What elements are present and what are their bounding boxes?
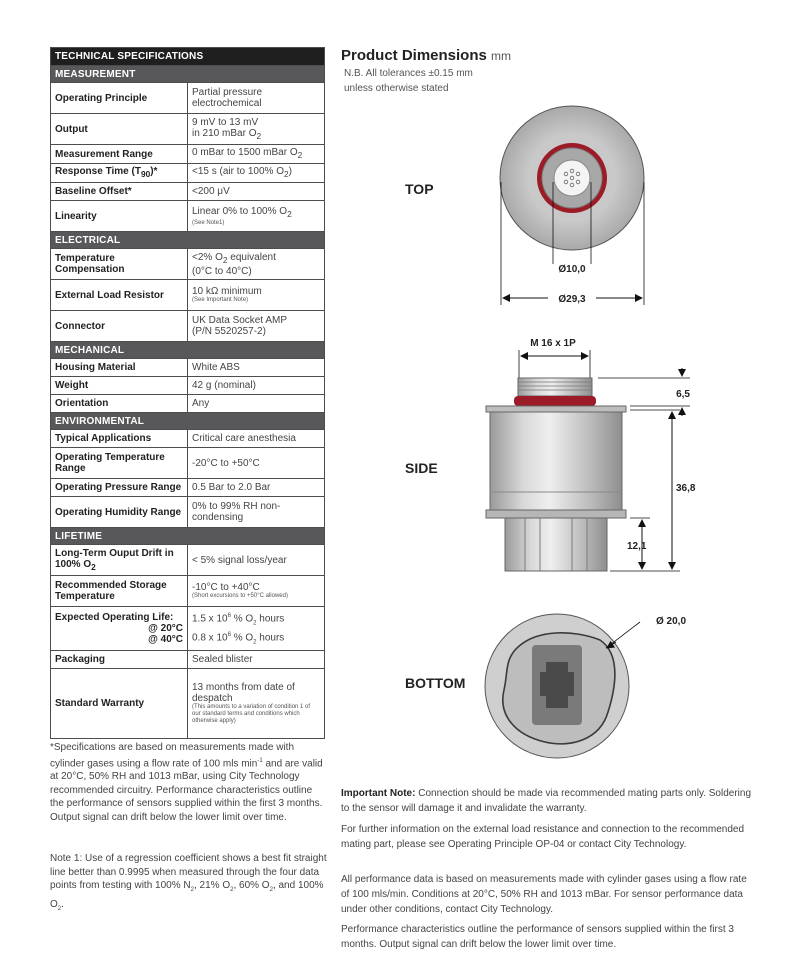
tolerance-note: N.B. All tolerances ±0.15 mm unless otherwise stated [344,68,473,94]
note-text: , and 100% O [50,880,324,910]
value-line: in 210 mBar O [192,127,257,139]
view-label-top: TOP [405,181,434,197]
total-height-label: 36,8 [676,483,696,494]
spec-label: Baseline Offset* [51,183,188,201]
spec-value: Critical care anesthesia [188,430,325,448]
section-heading: MECHANICAL [51,342,325,359]
note-text: , 21% O [193,880,231,891]
important-text: Connection should be made via recommended mating parts only. Soldering to the sensor will damage it and invalidate the warranty. [341,788,752,814]
title-unit: mm [491,49,512,63]
spec-label: Connector [51,311,188,342]
value-text: ) [288,166,292,177]
subscript: 2 [91,561,96,572]
value-text: 0.8 x 10 [192,632,228,643]
subscript: 2 [57,905,62,912]
value-line: 9 mV to 13 mV [192,116,259,128]
value-line: UK Data Socket AMP [192,315,288,326]
spec-value: White ABS [188,359,325,377]
bottom-diameter-label: Ø 20,0 [656,616,687,627]
subscript: 2 [230,887,234,893]
value-note: (See Note1) [192,219,225,226]
spec-value: Partial pressure electrochemical [188,83,325,114]
value-note: (Short excursions to +50°C allowed) [192,593,288,599]
value-text: 10 kΩ minimum [192,286,262,297]
spec-label: Output [51,114,188,145]
side-view [486,338,696,571]
spec-label: Housing Material [51,359,188,377]
spec-title: TECHNICAL SPECIFICATIONS [51,48,325,66]
value-text: % O [230,632,254,643]
spec-label: Operating Pressure Range [51,479,188,497]
outer-diameter-label: Ø29,3 [558,294,586,305]
value-text: -10°C to +40°C [192,582,260,593]
bottom-view [485,614,686,758]
label-text: Long-Term Ouput Drift in 100% O [55,547,174,570]
value-text: hours [256,613,285,625]
value-text: hours [256,632,285,643]
important-label: Important Note: [341,788,416,799]
note-text: , 60% O [233,880,270,891]
side-body [490,412,622,510]
note-text: . [61,898,64,910]
value-note: (See Important Note) [192,297,249,303]
subscript: 2 [287,208,292,219]
section-heading: LIFETIME [51,528,325,545]
label-text: Response Time (T [55,166,141,177]
subscript: 2 [253,639,257,645]
spec-value: < 5% signal loss/year [188,545,325,576]
inner-diameter-label: Ø10,0 [558,264,586,275]
spec-label: Operating Temperature Range [51,448,188,479]
leader-line [606,622,640,648]
value-line: (P/N 5520257-2) [192,326,266,337]
side-lower-flange [486,510,626,518]
base-height-label: 12,1 [627,541,647,552]
spec-label: Measurement Range [51,145,188,164]
value-line: (0°C to 40°C) [192,265,252,277]
spec-label: Recommended Storage Temperature [51,576,188,607]
subscript: 2 [190,887,194,893]
value-text: Linear 0% to 100% O [192,205,288,217]
performance-data-note: All performance data is based on measurements made with cylinder gases using a flow rate of 100 mls/min. Conditions at 20°C, 50% RH and 1013 mBar. For sensor performance data under other conditions, contact City Technology. [341,874,747,915]
side-thread [518,378,592,396]
top-view [500,106,644,305]
section-heading: MEASUREMENT [51,66,325,83]
side-flange [486,406,626,412]
value-text: % O [230,613,254,625]
title-text: Product Dimensions [341,47,487,64]
label-text: Expected Operating Life: [55,612,174,623]
side-red-seal-ring [514,396,596,406]
side-connector-base [505,518,607,571]
spec-label: Standard Warranty [51,669,188,739]
view-label-bottom: BOTTOM [405,675,466,691]
spec-label: Orientation [51,395,188,413]
footnote-text: *Specifications are based on measurements made with cylinder gases using a flow rate of 100 mls min [50,742,295,769]
subscript: 2 [253,620,257,627]
spec-value: 42 g (nominal) [188,377,325,395]
label-condition: @ 40°C [148,634,183,645]
value-text: <2% O [192,251,223,263]
superscript: -1 [257,757,263,764]
label-condition: @ 20°C [148,623,183,634]
value-text: 1.5 x 10 [192,613,228,625]
subscript: 2 [269,887,273,893]
value-text: equivalent [227,251,276,263]
section-heading: ELECTRICAL [51,232,325,249]
top-sensing-face [554,160,590,196]
value-note: (This amounts to a variation of condition 1 of our standard terms and conditions which otherwise apply) [192,704,311,724]
spec-label: Weight [51,377,188,395]
spec-label: Temperature Compensation [51,249,188,280]
value-text: 0 mBar to 1500 mBar O [192,147,298,158]
footnote-text: and are valid at 20°C, 50% RH and 1013 mBar, using City Technology recommended circuitry. Performance characteristics outline the performance of sensors supplied within the first 3 months. Output signal can drift below the lower limit over time. [50,757,323,823]
spec-label: Packaging [51,651,188,669]
spec-value: Sealed blister [188,651,325,669]
further-information-note: For further information on the external load resistance and connection to the recommended mating part, please see Operating Principle OP-04 or contact City Technology. [341,824,745,850]
spec-value: 0% to 99% RH non-condensing [188,497,325,528]
value-text: 13 months from date of despatch [192,682,295,704]
subscript: 90 [140,169,151,179]
spec-label: External Load Resistor [51,280,188,311]
subscript: 2 [284,169,289,179]
thread-label: M 16 x 1P [530,338,576,349]
spec-label: Operating Principle [51,83,188,114]
spec-value: Any [188,395,325,413]
spec-value: <200 μV [188,183,325,201]
spec-value: 0.5 Bar to 2.0 Bar [188,479,325,497]
section-heading: ENVIRONMENTAL [51,413,325,430]
subscript: 2 [297,150,303,160]
superscript: 6 [227,631,231,638]
view-label-side: SIDE [405,460,438,476]
subscript: 2 [256,130,262,141]
superscript: 6 [227,613,231,620]
thread-height-label: 6,5 [676,389,690,400]
spec-label: Operating Humidity Range [51,497,188,528]
spec-label: Linearity [51,201,188,232]
spec-value: -20°C to +50°C [188,448,325,479]
spec-label: Typical Applications [51,430,188,448]
important-note [341,786,751,816]
label-text: )* [150,166,158,177]
performance-characteristics-note: Performance characteristics outline the performance of sensors supplied within the first 3 months. Output signal can drift below the lower limit over time. [341,924,734,950]
value-text: <15 s (air to 100% O [192,166,284,177]
subscript: 2 [222,254,228,265]
note-text: Note 1: Use of a regression coefficient shows a best fit straight line better than 0.9995 when measured through the four data points from testing with 100% N [50,853,327,891]
